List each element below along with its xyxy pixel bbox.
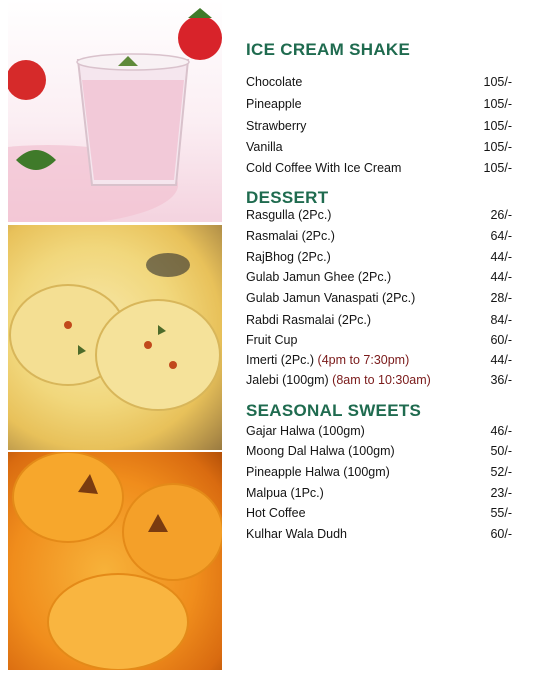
item-price: 52/- bbox=[490, 465, 512, 479]
menu-item bbox=[246, 444, 512, 462]
item-price: 105/- bbox=[483, 161, 512, 175]
menu-item bbox=[246, 465, 512, 483]
item-name: Gulab Jamun Vanaspati (2Pc.) bbox=[246, 291, 416, 305]
menu-item bbox=[246, 250, 512, 268]
item-price: 44/- bbox=[490, 353, 512, 367]
item-price: 55/- bbox=[490, 506, 512, 520]
item-price: 84/- bbox=[490, 313, 512, 327]
menu-item bbox=[246, 97, 512, 115]
item-name: Rasgulla (2Pc.) bbox=[246, 208, 332, 222]
item-name: RajBhog (2Pc.) bbox=[246, 250, 331, 264]
item-name: Imerti (2Pc.) bbox=[246, 353, 315, 367]
menu-item bbox=[246, 506, 512, 524]
item-price: 105/- bbox=[483, 119, 512, 133]
menu-item bbox=[246, 161, 512, 179]
item-name: Chocolate bbox=[246, 75, 303, 89]
item-price: 105/- bbox=[483, 97, 512, 111]
item-hours-note: (4pm to 7:30pm) bbox=[317, 353, 410, 367]
item-name: Fruit Cup bbox=[246, 333, 298, 347]
item-name: Moong Dal Halwa (100gm) bbox=[246, 444, 395, 458]
item-name: Pineapple Halwa (100gm) bbox=[246, 465, 390, 479]
menu-item bbox=[246, 208, 512, 226]
menu-item bbox=[246, 527, 512, 545]
menu-item bbox=[246, 313, 512, 331]
menu-item bbox=[246, 353, 512, 371]
item-price: 60/- bbox=[490, 333, 512, 347]
item-name: Vanilla bbox=[246, 140, 283, 154]
item-price: 23/- bbox=[490, 486, 512, 500]
strawberry-milkshake-photo bbox=[8, 0, 222, 222]
menu-item bbox=[246, 119, 512, 137]
menu-item bbox=[246, 291, 512, 309]
item-hours-note: (8am to 10:30am) bbox=[332, 373, 431, 387]
item-price: 105/- bbox=[483, 75, 512, 89]
item-name: Rasmalai (2Pc.) bbox=[246, 229, 335, 243]
item-name: Malpua (1Pc.) bbox=[246, 486, 324, 500]
item-price: 50/- bbox=[490, 444, 512, 458]
item-price: 60/- bbox=[490, 527, 512, 541]
item-price: 64/- bbox=[490, 229, 512, 243]
menu-item bbox=[246, 140, 512, 158]
item-name: Pineapple bbox=[246, 97, 302, 111]
item-name: Kulhar Wala Dudh bbox=[246, 527, 347, 541]
item-name: Gajar Halwa (100gm) bbox=[246, 424, 365, 438]
menu-item bbox=[246, 333, 512, 351]
orange-sweets-photo bbox=[8, 452, 222, 670]
menu-item bbox=[246, 486, 512, 504]
menu-item bbox=[246, 270, 512, 288]
item-price: 36/- bbox=[490, 373, 512, 387]
menu-item bbox=[246, 75, 512, 93]
item-price: 46/- bbox=[490, 424, 512, 438]
item-name-with-hours bbox=[246, 353, 409, 367]
item-price: 105/- bbox=[483, 140, 512, 154]
item-name: Strawberry bbox=[246, 119, 307, 133]
menu-item bbox=[246, 424, 512, 442]
item-price: 44/- bbox=[490, 270, 512, 284]
item-name: Jalebi (100gm) bbox=[246, 373, 329, 387]
menu-item bbox=[246, 373, 512, 391]
menu-item bbox=[246, 229, 512, 247]
rasmalai-photo bbox=[8, 225, 222, 450]
item-name: Cold Coffee With Ice Cream bbox=[246, 161, 402, 175]
item-name: Hot Coffee bbox=[246, 506, 306, 520]
item-name-with-hours bbox=[246, 373, 431, 387]
item-name: Gulab Jamun Ghee (2Pc.) bbox=[246, 270, 392, 284]
item-price: 28/- bbox=[490, 291, 512, 305]
section-title-dessert: DESSERT bbox=[246, 188, 329, 207]
section-title-seasonal-sweets: SEASONAL SWEETS bbox=[246, 401, 422, 420]
item-price: 44/- bbox=[490, 250, 512, 264]
section-title-ice-cream-shake: ICE CREAM SHAKE bbox=[246, 40, 411, 59]
item-name: Rabdi Rasmalai (2Pc.) bbox=[246, 313, 372, 327]
item-price: 26/- bbox=[490, 208, 512, 222]
food-photo-column bbox=[8, 0, 222, 670]
